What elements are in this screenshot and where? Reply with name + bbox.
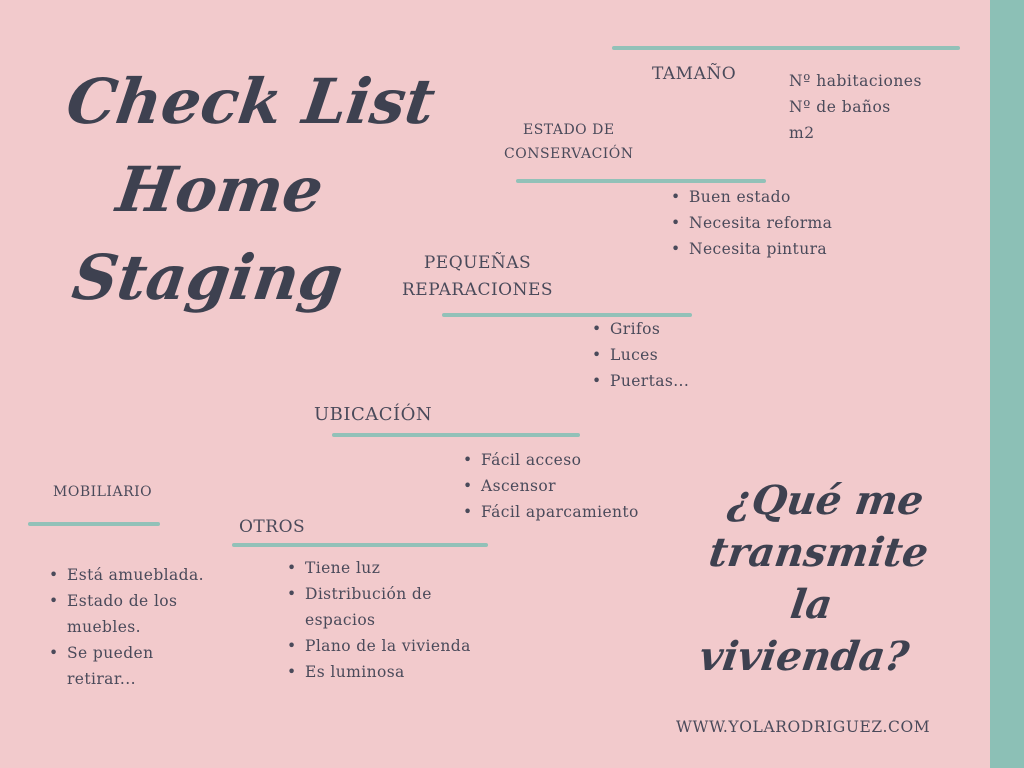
list-item: • Distribución de espacios <box>283 581 483 633</box>
list-item: • Estado de los muebles. <box>45 588 215 640</box>
list-item: • Plano de la vivienda <box>283 633 483 659</box>
heading-line: ESTADO DE <box>522 122 615 138</box>
divider-line <box>332 433 580 437</box>
list-mobiliario <box>45 562 215 692</box>
list-item: Nº habitaciones <box>789 72 922 90</box>
question-line: ¿Qué me <box>725 477 927 524</box>
heading-reparaciones <box>402 250 553 304</box>
list-item: • Tiene luz <box>283 555 483 581</box>
list-item: • Luces <box>588 342 689 368</box>
list-estado <box>667 184 832 262</box>
divider-line <box>232 543 488 547</box>
list-item: m2 <box>789 124 815 142</box>
title-line: Home <box>112 153 328 226</box>
question-line: vivienda? <box>696 633 912 680</box>
heading-line: PEQUEÑAS <box>423 253 532 273</box>
list-item: • Necesita pintura <box>667 236 832 262</box>
list-tamano <box>789 68 922 146</box>
heading-estado <box>504 118 634 166</box>
list-item: • Necesita reforma <box>667 210 832 236</box>
list-item: • Puertas... <box>588 368 689 394</box>
divider-line <box>612 46 960 50</box>
heading-tamano: TAMAÑO <box>652 64 737 84</box>
page-title <box>36 58 440 322</box>
title-line: Staging <box>68 241 348 314</box>
list-otros <box>283 555 483 685</box>
list-item: • Fácil acceso <box>459 447 639 473</box>
list-item: • Está amueblada. <box>45 562 215 588</box>
list-item: • Es luminosa <box>283 659 483 685</box>
list-item: • Buen estado <box>667 184 832 210</box>
question-heading <box>665 475 964 683</box>
list-item: • Grifos <box>588 316 689 342</box>
heading-line: CONSERVACIÓN <box>504 146 634 162</box>
heading-mobiliario: MOBILIARIO <box>53 484 153 500</box>
question-line: transmite la <box>706 529 932 628</box>
divider-line <box>28 522 160 526</box>
list-item: • Ascensor <box>459 473 639 499</box>
list-item: • Fácil aparcamiento <box>459 499 639 525</box>
heading-ubicacion: UBICACÍÓN <box>314 404 433 425</box>
list-ubicacion <box>459 447 639 525</box>
title-line: Check List <box>62 65 440 138</box>
heading-otros: OTROS <box>239 517 306 537</box>
divider-line <box>516 179 766 183</box>
list-item: • Se pueden retirar... <box>45 640 215 692</box>
website-link[interactable]: WWW.YOLARODRIGUEZ.COM <box>676 718 931 736</box>
heading-line: REPARACIONES <box>402 280 554 300</box>
teal-side-stripe <box>990 0 1024 768</box>
list-item: Nº de baños <box>789 98 891 116</box>
list-reparaciones <box>588 316 689 394</box>
